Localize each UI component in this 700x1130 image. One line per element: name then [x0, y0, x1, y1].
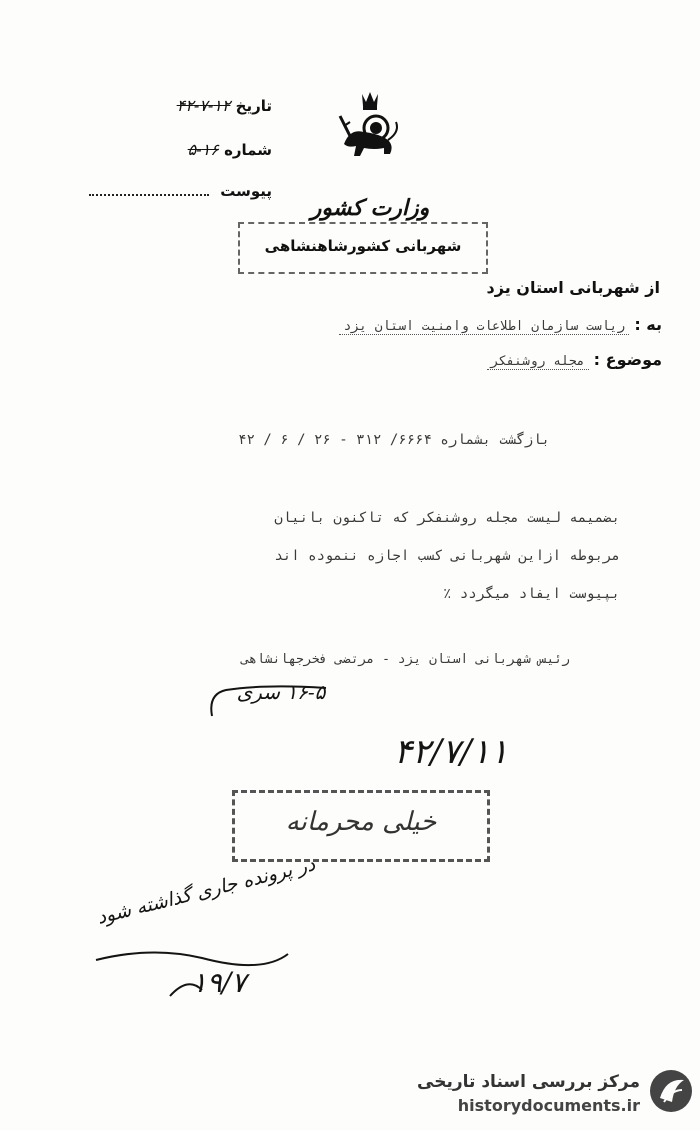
attachment-row	[98, 182, 272, 200]
number-value: ۱۶-۵	[187, 140, 219, 159]
to-label: به :	[634, 315, 662, 334]
date-value: ۱۲-۷-۴۲	[176, 96, 231, 115]
to-row	[230, 315, 662, 334]
margin-note-date: ۱۹/۷	[191, 966, 247, 999]
signature-line: رئیس شهربانی استان یزد - مرتضی فخرجهانشاهی	[241, 652, 570, 667]
body-line-1: بضمیمه لیست مجله روشنفکر که تاکنون بانیان	[274, 510, 620, 526]
footer-website: historydocuments.ir	[457, 1096, 640, 1115]
ministry-title: وزارت کشور	[310, 195, 430, 221]
attachment-label: پیوست	[220, 182, 272, 200]
classification-stamp-box	[232, 790, 490, 862]
received-date: ۴۲/۷/۱۱	[393, 732, 509, 772]
department-stamp-box	[238, 222, 488, 274]
handwritten-note-1: ۱۶-۵ سری	[236, 680, 326, 704]
number-row	[84, 140, 272, 159]
department-stamp-text: شهربانی کشورشاهنشاهی	[264, 237, 462, 255]
body-line-3: بپیوست ایفاد میگردد ٪	[442, 586, 620, 602]
date-row	[72, 96, 272, 115]
handwritten-underline-icon	[206, 676, 346, 724]
date-label: تاریخ	[235, 97, 272, 115]
lion-and-sun-emblem-icon	[330, 88, 410, 168]
number-label: شماره	[224, 141, 272, 159]
body-line-2: مربوطه ازاین شهربانی کسب اجازه ننموده اند	[274, 548, 620, 564]
reference-line: بازگشت بشماره ۶۶۶۴/ ۳۱۲ - ۲۶ / ۶ / ۴۲	[238, 432, 550, 448]
classification-stamp-text: خیلی محرمانه	[285, 807, 437, 837]
to-value: ریاست سازمان اطلاعات وامنیت استان یزد	[339, 319, 629, 335]
history-documents-logo-icon	[648, 1068, 694, 1114]
attachment-dotted-line	[89, 194, 209, 196]
footer-org-name: مرکز بررسی اسناد تاریخی	[417, 1072, 640, 1092]
margin-note: در پرونده جاری گذاشته شود	[94, 853, 318, 929]
subject-label: موضوع :	[593, 350, 662, 369]
subject-row	[380, 350, 662, 369]
subject-value: مجله روشنفکر	[487, 354, 589, 370]
from-line: از شهربانی استان یزد	[486, 278, 660, 297]
